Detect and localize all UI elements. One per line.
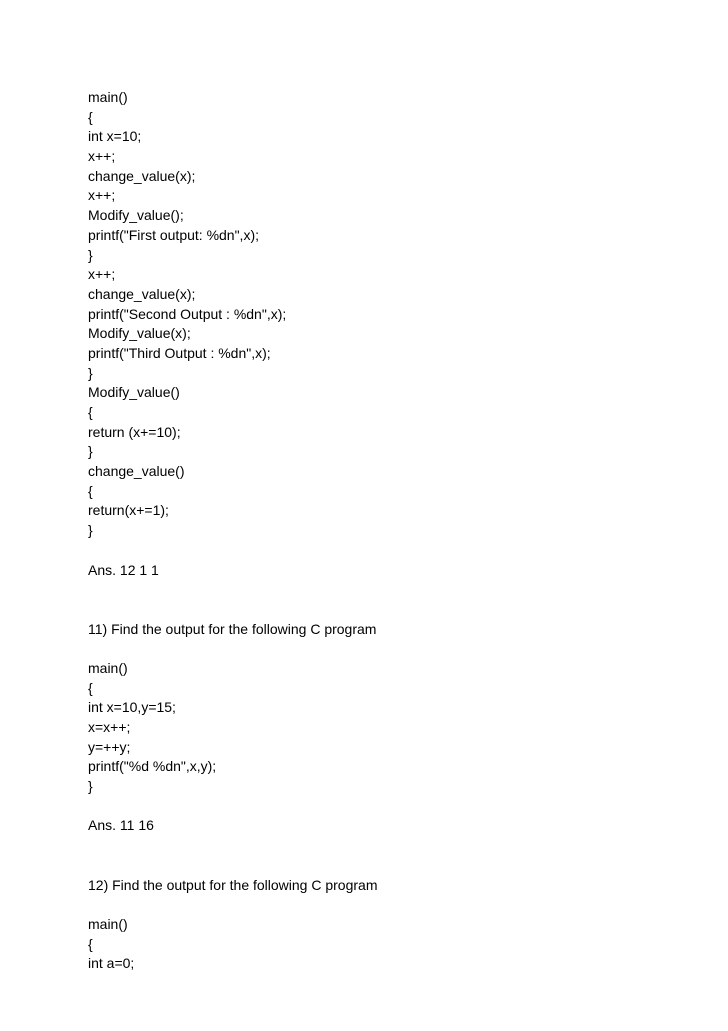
text-line: { xyxy=(88,935,93,952)
text-line: main() xyxy=(88,89,128,105)
text-line: Modify_value(); xyxy=(88,207,184,224)
text-line: int a=0; xyxy=(88,955,135,972)
blank-line xyxy=(88,797,688,817)
text-line: x++; xyxy=(88,187,116,204)
document-text xyxy=(88,88,688,974)
text-line: x++; xyxy=(88,148,116,165)
text-line: x++; xyxy=(88,266,116,283)
blank-line xyxy=(88,836,688,856)
text-line: 11) Find the output for the following C program xyxy=(88,620,377,637)
text-line: change_value(x); xyxy=(88,285,196,302)
text-line: printf("%d %dn",x,y); xyxy=(88,758,217,775)
text-line: int x=10,y=15; xyxy=(88,699,176,716)
text-line: main() xyxy=(88,915,128,932)
text-line: return(x+=1); xyxy=(88,502,169,519)
text-line: } xyxy=(88,443,93,460)
blank-line xyxy=(88,895,688,915)
text-line: change_value() xyxy=(88,463,185,480)
text-line: { xyxy=(88,482,93,499)
text-line: } xyxy=(88,364,93,381)
text-line: { xyxy=(88,108,93,125)
text-line: Modify_value() xyxy=(88,384,180,401)
text-line: Ans. 11 16 xyxy=(88,817,154,834)
blank-line xyxy=(88,600,688,620)
blank-line xyxy=(88,856,688,876)
text-line: { xyxy=(88,679,93,696)
text-line: printf("Third Output : %dn",x); xyxy=(88,344,271,361)
text-line: x=x++; xyxy=(88,719,131,735)
text-line: printf("First output: %dn",x); xyxy=(88,226,259,243)
text-line: change_value(x); xyxy=(88,167,196,184)
blank-line xyxy=(88,541,688,561)
text-line: int x=10; xyxy=(88,128,142,145)
text-line: main() xyxy=(88,659,128,676)
blank-line xyxy=(88,580,688,600)
text-line: } xyxy=(88,246,93,263)
text-line: Ans. 12 1 1 xyxy=(88,561,159,578)
text-line: Modify_value(x); xyxy=(88,325,191,342)
text-line: printf("Second Output : %dn",x); xyxy=(88,305,287,322)
text-line: { xyxy=(88,404,93,420)
text-line: return (x+=10); xyxy=(88,423,181,440)
blank-line xyxy=(88,639,688,659)
text-line: 12) Find the output for the following C program xyxy=(88,876,378,893)
text-line: y=++y; xyxy=(88,738,131,755)
text-line: } xyxy=(88,522,93,539)
text-line: } xyxy=(88,778,93,795)
